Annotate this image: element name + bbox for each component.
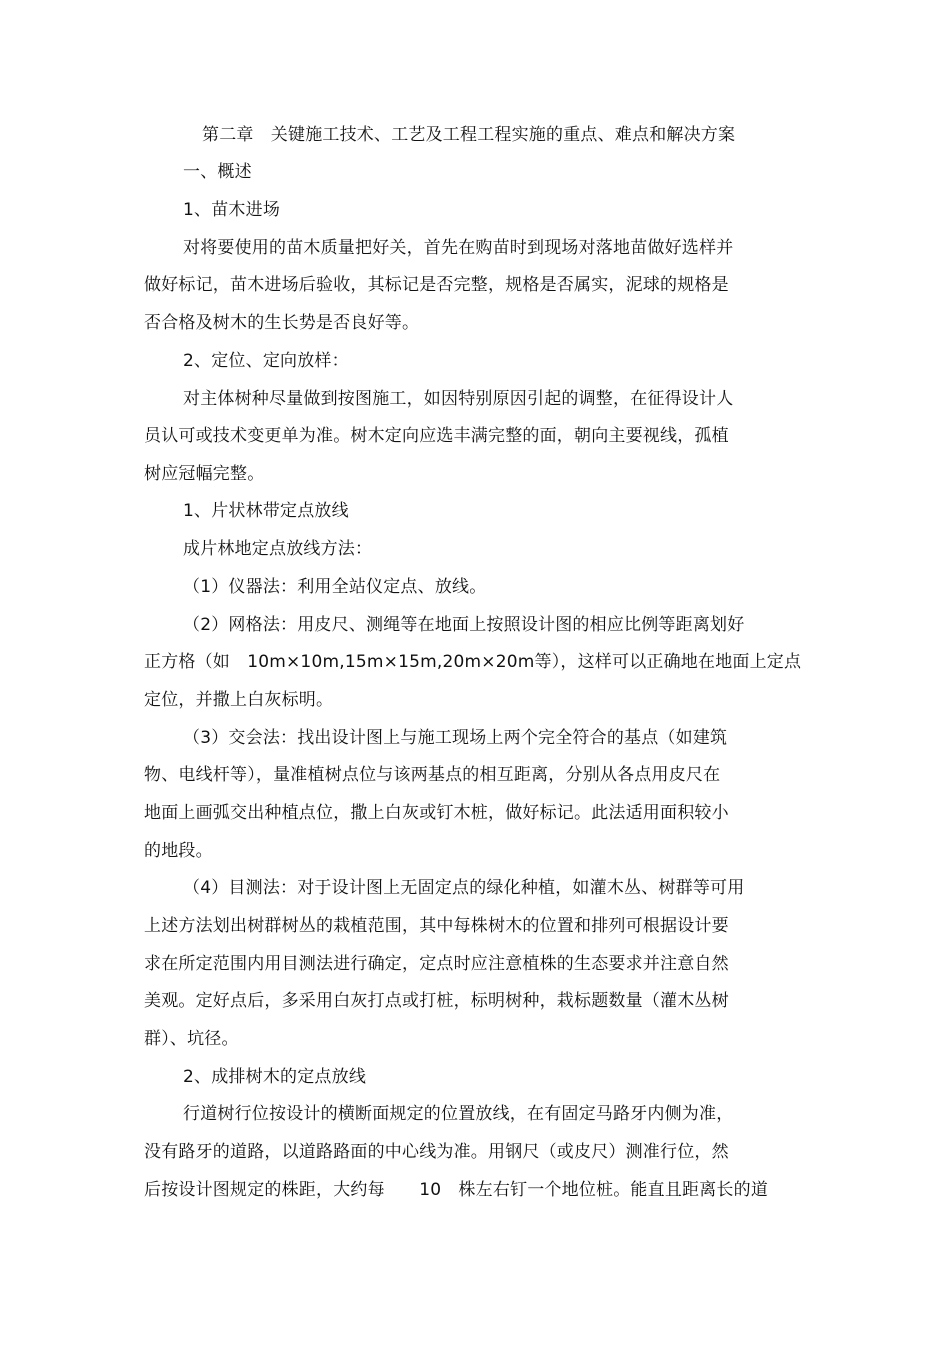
paragraph-line: 正方格（如 10m×10m,15m×15m,20m×20m等），这样可以正确地在地面上定点: [144, 652, 802, 672]
paragraph-line: 树应冠幅完整。: [144, 464, 265, 484]
method-visual: （4）目测法：对于设计图上无固定点的绿化种植，如灌木丛、树群等可用: [183, 878, 745, 898]
paragraph-line: 没有路牙的道路，以道路路面的中心线为准。用钢尺（或皮尺）测准行位，然: [144, 1142, 729, 1162]
section-heading-overview: 一、概述: [183, 162, 252, 182]
paragraph-line: 物、电线杆等），量准植树点位与该两基点的相互距离，分别从各点用皮尺在: [144, 765, 721, 785]
method-instrument: （1）仪器法：利用全站仪定点、放线。: [183, 577, 487, 597]
paragraph-line: 地面上画弧交出种植点位，撒上白灰或钉木桩，做好标记。此法适用面积较小: [144, 803, 729, 823]
paragraph-line: 求在所定范围内用目测法进行确定，定点时应注意植株的生态要求并注意自然: [144, 954, 729, 974]
paragraph-line: 对将要使用的苗木质量把好关，首先在购苗时到现场对落地苗做好选样并: [183, 238, 734, 258]
method-grid: （2）网格法：用皮尺、测绳等在地面上按照设计图的相应比例等距离划好: [183, 615, 745, 635]
paragraph-line: 上述方法划出树群树丛的栽植范围，其中每株树木的位置和排列可根据设计要: [144, 916, 729, 936]
paragraph-line: 员认可或技术变更单为准。树木定向应选丰满完整的面，朝向主要视线，孤植: [144, 426, 729, 446]
paragraph-line: 群）、坑径。: [144, 1029, 239, 1049]
paragraph-line: 后按设计图规定的株距，大约每 10 株左右钉一个地位桩。能直且距离长的道: [144, 1180, 769, 1200]
paragraph-line: 美观。定好点后，多采用白灰打点或打桩，标明树种，栽标题数量（灌木丛树: [144, 991, 729, 1011]
paragraph-line: 的地段。: [144, 841, 213, 861]
paragraph-line: 对主体树种尽量做到按图施工，如因特别原因引起的调整，在征得设计人: [183, 389, 734, 409]
paragraph-line: 成片林地定点放线方法：: [183, 539, 373, 559]
chapter-title: 第二章 关键施工技术、工艺及工程工程实施的重点、难点和解决方案: [202, 125, 736, 145]
method-intersection: （3）交会法：找出设计图上与施工现场上两个完全符合的基点（如建筑: [183, 728, 728, 748]
subheading-row-trees: 2、成排树木的定点放线: [183, 1067, 367, 1087]
paragraph-line: 行道树行位按设计的横断面规定的位置放线，在有固定马路牙内侧为准，: [183, 1104, 734, 1124]
paragraph-line: 定位，并撒上白灰标明。: [144, 690, 334, 710]
paragraph-line: 做好标记，苗木进场后验收，其标记是否完整，规格是否属实，泥球的规格是: [144, 275, 729, 295]
subheading-forest-belt: 1、片状林带定点放线: [183, 501, 349, 521]
subheading-positioning: 2、定位、定向放样：: [183, 351, 349, 371]
subheading-seedling-entry: 1、苗木进场: [183, 200, 281, 220]
paragraph-line: 否合格及树木的生长势是否良好等。: [144, 313, 420, 333]
